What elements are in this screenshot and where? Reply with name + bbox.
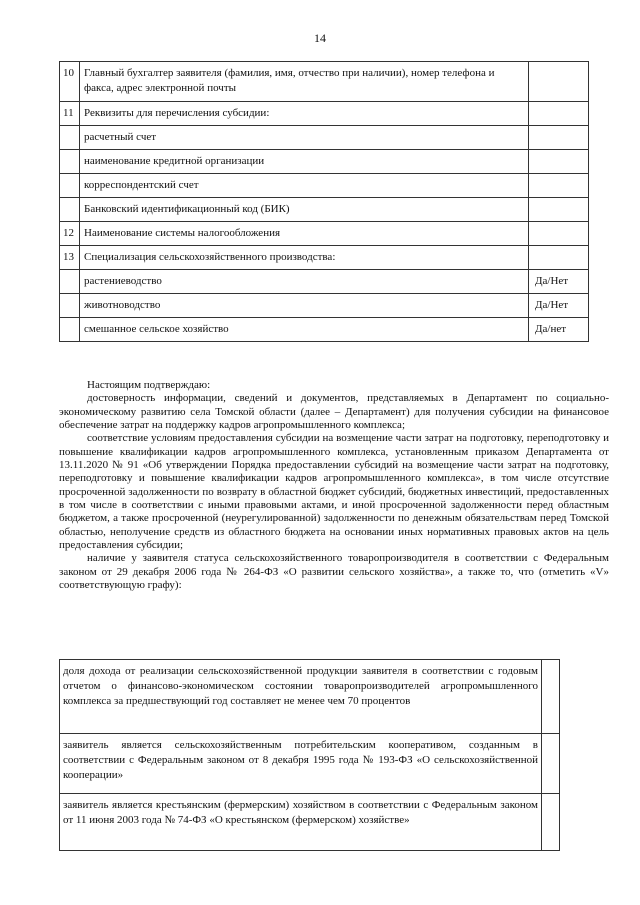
row-value[interactable] <box>529 102 589 126</box>
applicant-details-table <box>59 61 589 342</box>
confirmation-paragraph: соответствие условиям предоставления субсидии на возмещение части затрат на подготовку, переподготовку и повышение квалификации кадров агропромышленного комплекса, установленным приказом Департамента от 13.11.2020 № 91 «Об утверждении Порядка предоставлении субсидий на возмещение части затрат на подготовку, переподготовку и повышение квалификации кадров агропромышленного комплекса», в том числе отсутствие просроченной задолженности по возврату в областной бюджет субсидий, бюджетных инвестиций, предоставленных в том числе в соответствии с иными правовыми актами, и иной просроченной задолженности перед областным бюджетом, а также просроченной (неурегулированной) задолженности по денежным обязательствам перед Томской областью, неполучение средств из областного бюджета на основании иных нормативных правовых актов на цель предоставления субсидии; <box>59 432 609 552</box>
table-row <box>60 126 589 150</box>
row-value[interactable] <box>529 150 589 174</box>
row-label: смешанное сельское хозяйство <box>80 318 529 342</box>
row-value[interactable]: Да/Нет <box>529 294 589 318</box>
row-label: Наименование системы налогообложения <box>80 222 529 246</box>
row-label: животноводство <box>80 294 529 318</box>
confirmation-paragraph: достоверность информации, сведений и документов, представляемых в Департамент по социально-экономическому развитию села Томской области (далее – Департамент) для получения субсидии на финансовое обеспечение затрат на поддержку кадров агропромышленного комплекса; <box>59 392 609 432</box>
row-number: 12 <box>60 222 80 246</box>
row-number <box>60 270 80 294</box>
status-text: заявитель является сельскохозяйственным потребительским кооперативом, созданным в соответствии с Федеральным законом от 8 декабря 1995 года № 193-ФЗ «О сельскохозяйственной кооперации» <box>60 734 542 794</box>
table-row <box>60 246 589 270</box>
table-row <box>60 174 589 198</box>
row-number: 13 <box>60 246 80 270</box>
confirmation-intro: Настоящим подтверждаю: <box>87 379 211 391</box>
table-row <box>60 102 589 126</box>
row-number <box>60 198 80 222</box>
row-label: Специализация сельскохозяйственного производства: <box>80 246 529 270</box>
producer-status-table <box>59 659 560 851</box>
row-number <box>60 174 80 198</box>
table-row <box>60 318 589 342</box>
row-number <box>60 150 80 174</box>
table-row <box>60 222 589 246</box>
row-label: Банковский идентификационный код (БИК) <box>80 198 529 222</box>
status-text: доля дохода от реализации сельскохозяйственной продукции заявителя в соответствии с годовым отчетом о финансово-экономическом состоянии товаропроизводителей агропромышленного комплекса за предшествующий год составляет не менее чем 70 процентов <box>60 660 542 734</box>
table-row <box>60 794 560 851</box>
row-number: 10 <box>60 62 80 102</box>
row-value[interactable] <box>529 222 589 246</box>
check-cell[interactable] <box>542 660 560 734</box>
row-label: корреспондентский счет <box>80 174 529 198</box>
table-row <box>60 660 560 734</box>
row-value[interactable]: Да/Нет <box>529 270 589 294</box>
row-label: Реквизиты для перечисления субсидии: <box>80 102 529 126</box>
table-row <box>60 294 589 318</box>
row-label: наименование кредитной организации <box>80 150 529 174</box>
table-row <box>60 150 589 174</box>
table-row <box>60 198 589 222</box>
row-value[interactable] <box>529 246 589 270</box>
row-number <box>60 318 80 342</box>
table-row <box>60 270 589 294</box>
row-value[interactable] <box>529 126 589 150</box>
confirmation-paragraph: наличие у заявителя статуса сельскохозяйственного товаропроизводителя в соответствии с Федеральным законом от 29 декабря 2006 года № 264-ФЗ «О развитии сельского хозяйства», а также то, что (отметить «V» соответствующую графу): <box>59 552 609 592</box>
row-label: расчетный счет <box>80 126 529 150</box>
row-number <box>60 294 80 318</box>
row-label: Главный бухгалтер заявителя (фамилия, имя, отчество при наличии), номер телефона и факса, адрес электронной почты <box>80 62 529 102</box>
row-value[interactable] <box>529 174 589 198</box>
row-value[interactable] <box>529 198 589 222</box>
page-number: 14 <box>314 31 326 45</box>
status-text: заявитель является крестьянским (фермерским) хозяйством в соответствии с Федеральным законом от 11 июня 2003 года № 74-ФЗ «О крестьянском (фермерском) хозяйстве» <box>60 794 542 851</box>
check-cell[interactable] <box>542 794 560 851</box>
row-value[interactable] <box>529 62 589 102</box>
confirmation-text <box>59 379 609 593</box>
check-cell[interactable] <box>542 734 560 794</box>
row-number: 11 <box>60 102 80 126</box>
table-row <box>60 734 560 794</box>
row-number <box>60 126 80 150</box>
table-row <box>60 62 589 102</box>
row-value[interactable]: Да/нет <box>529 318 589 342</box>
row-label: растениеводство <box>80 270 529 294</box>
